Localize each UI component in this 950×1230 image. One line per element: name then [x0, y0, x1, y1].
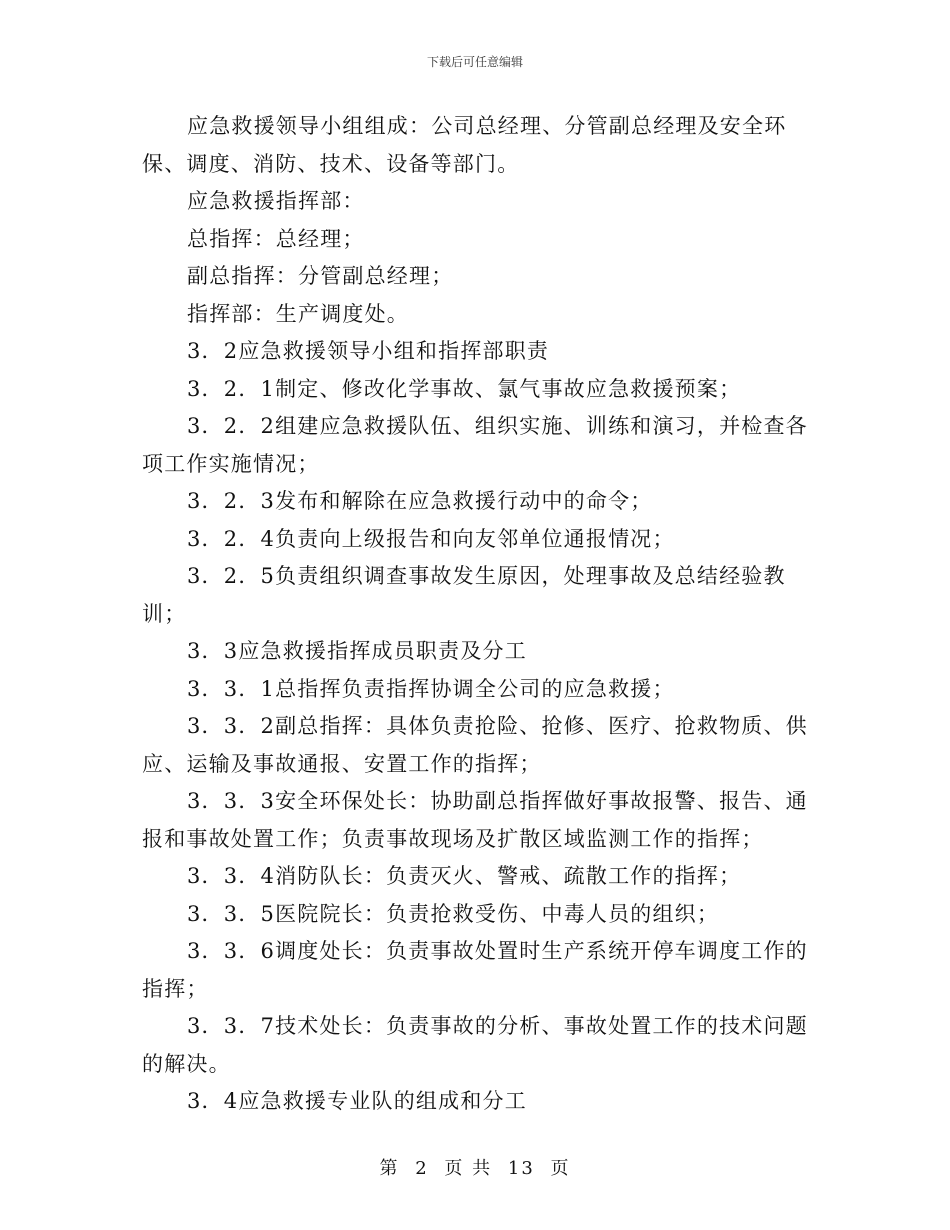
paragraph: 3．2．2组建应急救援队伍、组织实施、训练和演习，并检查各项工作实施情况；: [142, 414, 808, 476]
total-page-count: 13: [507, 1158, 535, 1179]
footer-prefix: 第: [379, 1158, 400, 1179]
document-body: [142, 108, 830, 1121]
section-heading: 3．4应急救援专业队的组成和分工: [187, 1089, 527, 1113]
paragraph: 3．3．6调度处长：负责事故处置时生产系统开停车调度工作的指挥；: [142, 939, 808, 1001]
paragraph: 3．3．7技术处长：负责事故的分析、事故处置工作的技术问题的解决。: [142, 1014, 808, 1076]
paragraph: 总指挥：总经理；: [187, 226, 365, 251]
paragraph: 应急救援指挥部：: [187, 189, 365, 213]
page-header: 下载后可任意编辑: [426, 55, 523, 69]
paragraph: 3．3．1总指挥负责指挥协调全公司的应急救援；: [187, 676, 675, 701]
current-page-number: 2: [415, 1158, 429, 1179]
paragraph: 指挥部：生产调度处。: [187, 301, 409, 326]
paragraph: 3．3．3安全环保处长：协助副总指挥做好事故报警、报告、通报和事故处置工作；负责事故现场及扩散区域监测工作的指挥；: [142, 789, 808, 851]
paragraph: 3．3．4消防队长：负责灭火、警戒、疏散工作的指挥；: [187, 864, 742, 888]
section-heading: 3．3应急救援指挥成员职责及分工: [187, 639, 527, 663]
paragraph: 3．2．3发布和解除在应急救援行动中的命令；: [187, 489, 653, 513]
footer-suffix: 页: [550, 1158, 571, 1179]
paragraph: 3．3．5医院院长：负责抢救受伤、中毒人员的组织；: [187, 901, 720, 926]
paragraph: 应急救援领导小组组成：公司总经理、分管副总经理及安全环保、调度、消防、技术、设备等部门。: [142, 114, 787, 176]
paragraph: 3．2．1制定、修改化学事故、氯气事故应急救援预案；: [187, 376, 742, 401]
page-footer: [0, 1154, 950, 1180]
footer-middle: 页 共: [444, 1158, 493, 1179]
paragraph: 副总指挥：分管副总经理；: [187, 264, 454, 288]
section-heading: 3．2应急救援领导小组和指挥部职责: [187, 339, 550, 363]
paragraph: 3．2．4负责向上级报告和向友邻单位通报情况；: [187, 526, 675, 551]
paragraph: 3．2．5负责组织调查事故发生原因，处理事故及总结经验教训；: [142, 564, 786, 626]
paragraph: 3．3．2副总指挥：具体负责抢险、抢修、医疗、抢救物质、供应、运输及事故通报、安置工作的指挥；: [142, 714, 808, 776]
